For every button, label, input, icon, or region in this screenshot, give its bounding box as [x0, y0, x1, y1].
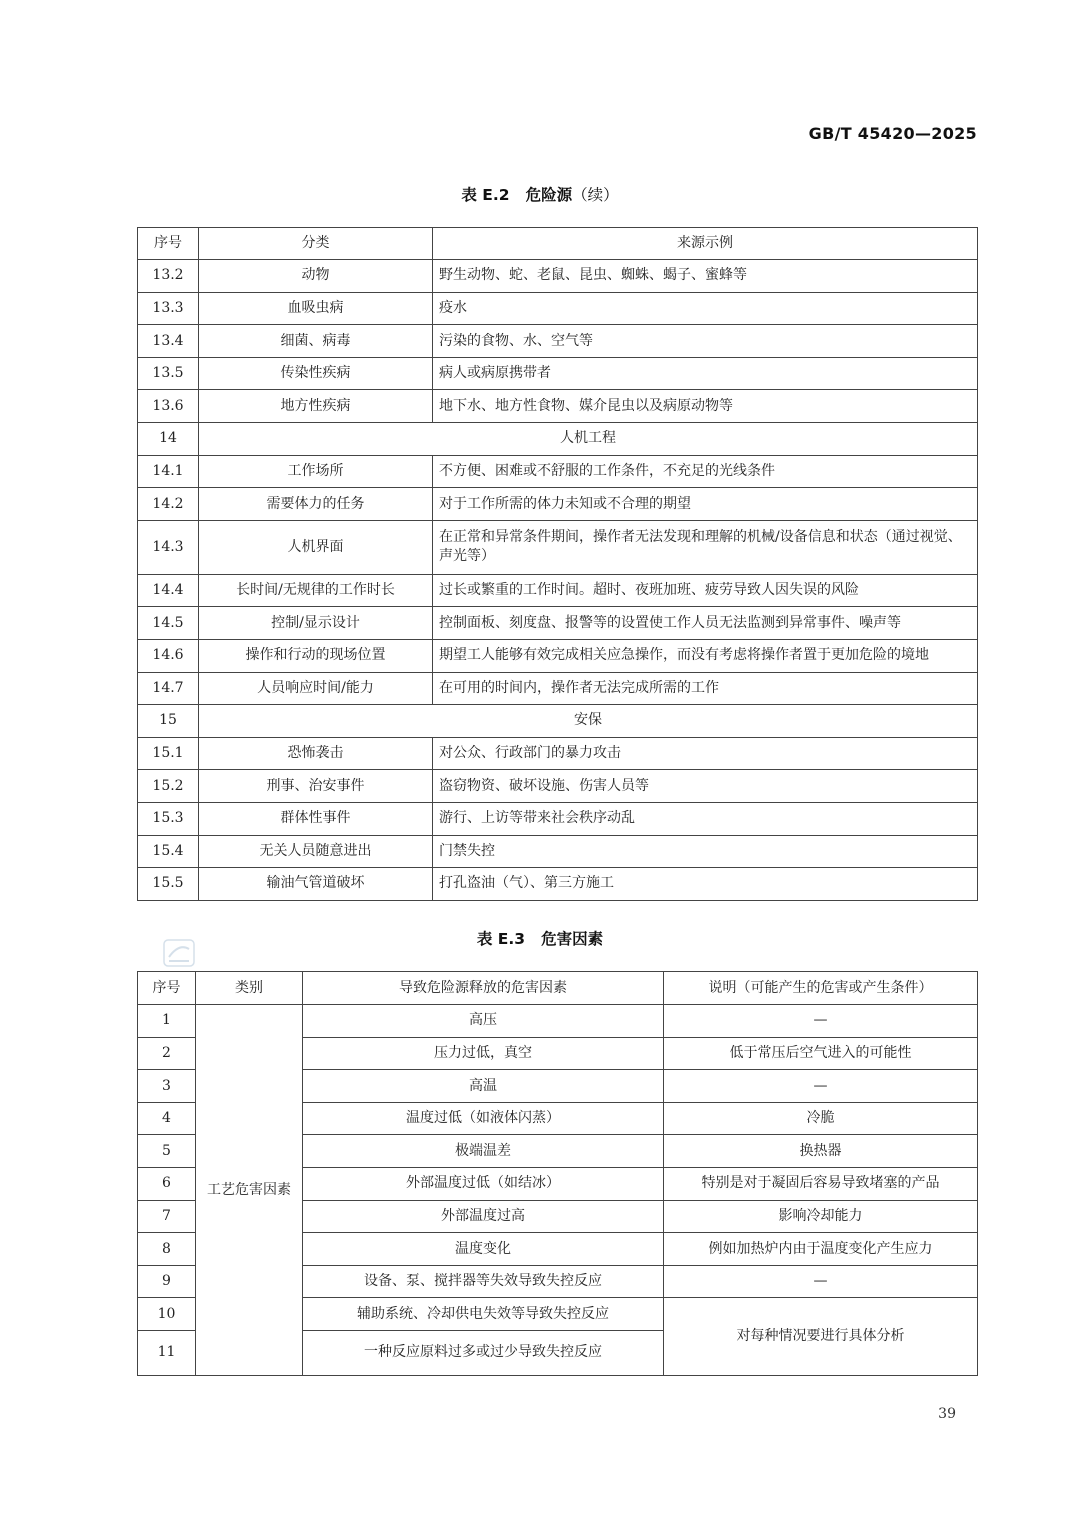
row-number: 1	[138, 1005, 196, 1038]
column-header: 类别	[196, 972, 303, 1005]
hazard-note: 特别是对于凝固后容易导致堵塞的产品	[664, 1167, 978, 1200]
group-title: 安保	[199, 705, 978, 738]
row-number: 5	[138, 1135, 196, 1168]
row-example: 门禁失控	[433, 835, 978, 868]
table-row	[138, 357, 978, 390]
hazard-note: 换热器	[664, 1135, 978, 1168]
column-header: 导致危险源释放的危害因素	[303, 972, 664, 1005]
row-example: 过长或繁重的工作时间。超时、夜班加班、疲劳导致人因失误的风险	[433, 574, 978, 607]
row-category: 血吸虫病	[199, 292, 433, 325]
table-row	[138, 325, 978, 358]
table-e3-caption-num: 表 E.3	[476, 930, 526, 948]
column-header: 序号	[138, 972, 196, 1005]
table-row	[138, 520, 978, 574]
row-example: 控制面板、刻度盘、报警等的设置使工作人员无法监测到异常事件、噪声等	[433, 607, 978, 640]
row-category: 人员响应时间/能力	[199, 672, 433, 705]
row-number: 13.4	[138, 325, 199, 358]
row-number: 14.3	[138, 520, 199, 574]
row-number: 15.1	[138, 737, 199, 770]
table-e2-caption-suffix: （续）	[572, 186, 619, 204]
row-example: 疫水	[433, 292, 978, 325]
table-e3-caption-title: 危害因素	[541, 930, 604, 948]
table-e2-caption-num: 表 E.2	[461, 186, 510, 204]
row-number: 13.5	[138, 357, 199, 390]
row-example: 不方便、困难或不舒服的工作条件，不充足的光线条件	[433, 455, 978, 488]
table-row	[138, 1005, 978, 1038]
table-row	[138, 737, 978, 770]
table-header-row	[138, 228, 978, 260]
row-category: 人机界面	[199, 520, 433, 574]
hazard-note: 例如加热炉内由于温度变化产生应力	[664, 1233, 978, 1266]
group-row	[138, 422, 978, 455]
row-number: 11	[138, 1330, 196, 1375]
row-number: 8	[138, 1233, 196, 1266]
row-example: 地下水、地方性食物、媒介昆虫以及病原动物等	[433, 390, 978, 423]
table-row	[138, 639, 978, 672]
row-number: 3	[138, 1070, 196, 1103]
column-header: 分类	[199, 228, 433, 260]
hazard-note: —	[664, 1265, 978, 1298]
table-e2-caption-title: 危险源	[525, 186, 573, 204]
row-number: 14.4	[138, 574, 199, 607]
row-example: 对公众、行政部门的暴力攻击	[433, 737, 978, 770]
standard-code: GB/T 45420—2025	[808, 124, 977, 143]
hazard-factor: 外部温度过低（如结冰）	[303, 1167, 664, 1200]
row-example: 在正常和异常条件期间，操作者无法发现和理解的机械/设备信息和状态（通过视觉、声光等）	[433, 520, 978, 574]
hazard-factor: 温度过低（如液体闪蒸）	[303, 1102, 664, 1135]
row-category: 传染性疾病	[199, 357, 433, 390]
row-number: 13.2	[138, 260, 199, 293]
hazard-factor-table	[137, 971, 978, 1376]
row-category: 长时间/无规律的工作时长	[199, 574, 433, 607]
table-row	[138, 292, 978, 325]
hazard-factor: 高温	[303, 1070, 664, 1103]
row-example: 野生动物、蛇、老鼠、昆虫、蜘蛛、蝎子、蜜蜂等	[433, 260, 978, 293]
row-number: 14.7	[138, 672, 199, 705]
hazard-factor: 辅助系统、冷却供电失效等导致失控反应	[303, 1298, 664, 1331]
hazard-source-table	[137, 227, 978, 901]
row-number: 4	[138, 1102, 196, 1135]
hazard-factor: 设备、泵、搅拌器等失效导致失控反应	[303, 1265, 664, 1298]
table-e3-caption	[0, 927, 1080, 949]
row-number: 15.3	[138, 802, 199, 835]
hazard-category: 工艺危害因素	[196, 1005, 303, 1376]
table-e2-caption	[0, 183, 1080, 205]
row-number: 15.5	[138, 868, 199, 901]
row-example: 打孔盗油（气）、第三方施工	[433, 868, 978, 901]
row-number: 13.6	[138, 390, 199, 423]
row-number: 15.4	[138, 835, 199, 868]
table-row	[138, 835, 978, 868]
row-number: 13.3	[138, 292, 199, 325]
row-category: 无关人员随意进出	[199, 835, 433, 868]
row-category: 地方性疾病	[199, 390, 433, 423]
row-number: 15	[138, 705, 199, 738]
row-number: 14.1	[138, 455, 199, 488]
row-number: 14.6	[138, 639, 199, 672]
hazard-note: 对每种情况要进行具体分析	[664, 1298, 978, 1376]
row-category: 输油气管道破坏	[199, 868, 433, 901]
row-example: 盗窃物资、破坏设施、伤害人员等	[433, 770, 978, 803]
row-example: 在可用的时间内，操作者无法完成所需的工作	[433, 672, 978, 705]
row-category: 需要体力的任务	[199, 488, 433, 521]
row-example: 污染的食物、水、空气等	[433, 325, 978, 358]
table-row	[138, 455, 978, 488]
table-row	[138, 770, 978, 803]
hazard-factor: 温度变化	[303, 1233, 664, 1266]
row-example: 对于工作所需的体力未知或不合理的期望	[433, 488, 978, 521]
table-header-row	[138, 972, 978, 1005]
table-row	[138, 802, 978, 835]
row-example: 期望工人能够有效完成相关应急操作，而没有考虑将操作者置于更加危险的境地	[433, 639, 978, 672]
table-row	[138, 488, 978, 521]
row-number: 14.2	[138, 488, 199, 521]
row-category: 细菌、病毒	[199, 325, 433, 358]
row-category: 群体性事件	[199, 802, 433, 835]
hazard-factor: 一种反应原料过多或过少导致失控反应	[303, 1330, 664, 1375]
table-row	[138, 574, 978, 607]
hazard-factor: 高压	[303, 1005, 664, 1038]
hazard-factor: 极端温差	[303, 1135, 664, 1168]
hazard-note: 影响冷却能力	[664, 1200, 978, 1233]
column-header: 序号	[138, 228, 199, 260]
hazard-note: 低于常压后空气进入的可能性	[664, 1037, 978, 1070]
hazard-factor: 压力过低，真空	[303, 1037, 664, 1070]
row-example: 游行、上访等带来社会秩序动乱	[433, 802, 978, 835]
row-category: 刑事、治安事件	[199, 770, 433, 803]
row-category: 控制/显示设计	[199, 607, 433, 640]
hazard-note: —	[664, 1070, 978, 1103]
table-row	[138, 868, 978, 901]
column-header: 说明（可能产生的危害或产生条件）	[664, 972, 978, 1005]
row-number: 9	[138, 1265, 196, 1298]
row-number: 14.5	[138, 607, 199, 640]
row-category: 操作和行动的现场位置	[199, 639, 433, 672]
column-header: 来源示例	[433, 228, 978, 260]
table-row	[138, 390, 978, 423]
table-row	[138, 260, 978, 293]
row-category: 恐怖袭击	[199, 737, 433, 770]
row-number: 2	[138, 1037, 196, 1070]
row-category: 工作场所	[199, 455, 433, 488]
group-title: 人机工程	[199, 422, 978, 455]
hazard-factor: 外部温度过高	[303, 1200, 664, 1233]
row-number: 7	[138, 1200, 196, 1233]
row-category: 动物	[199, 260, 433, 293]
page-number: 39	[938, 1406, 956, 1422]
table-row	[138, 672, 978, 705]
row-number: 6	[138, 1167, 196, 1200]
row-number: 15.2	[138, 770, 199, 803]
group-row	[138, 705, 978, 738]
row-number: 10	[138, 1298, 196, 1331]
row-example: 病人或病原携带者	[433, 357, 978, 390]
hazard-note: 冷脆	[664, 1102, 978, 1135]
table-row	[138, 607, 978, 640]
row-number: 14	[138, 422, 199, 455]
hazard-note: —	[664, 1005, 978, 1038]
